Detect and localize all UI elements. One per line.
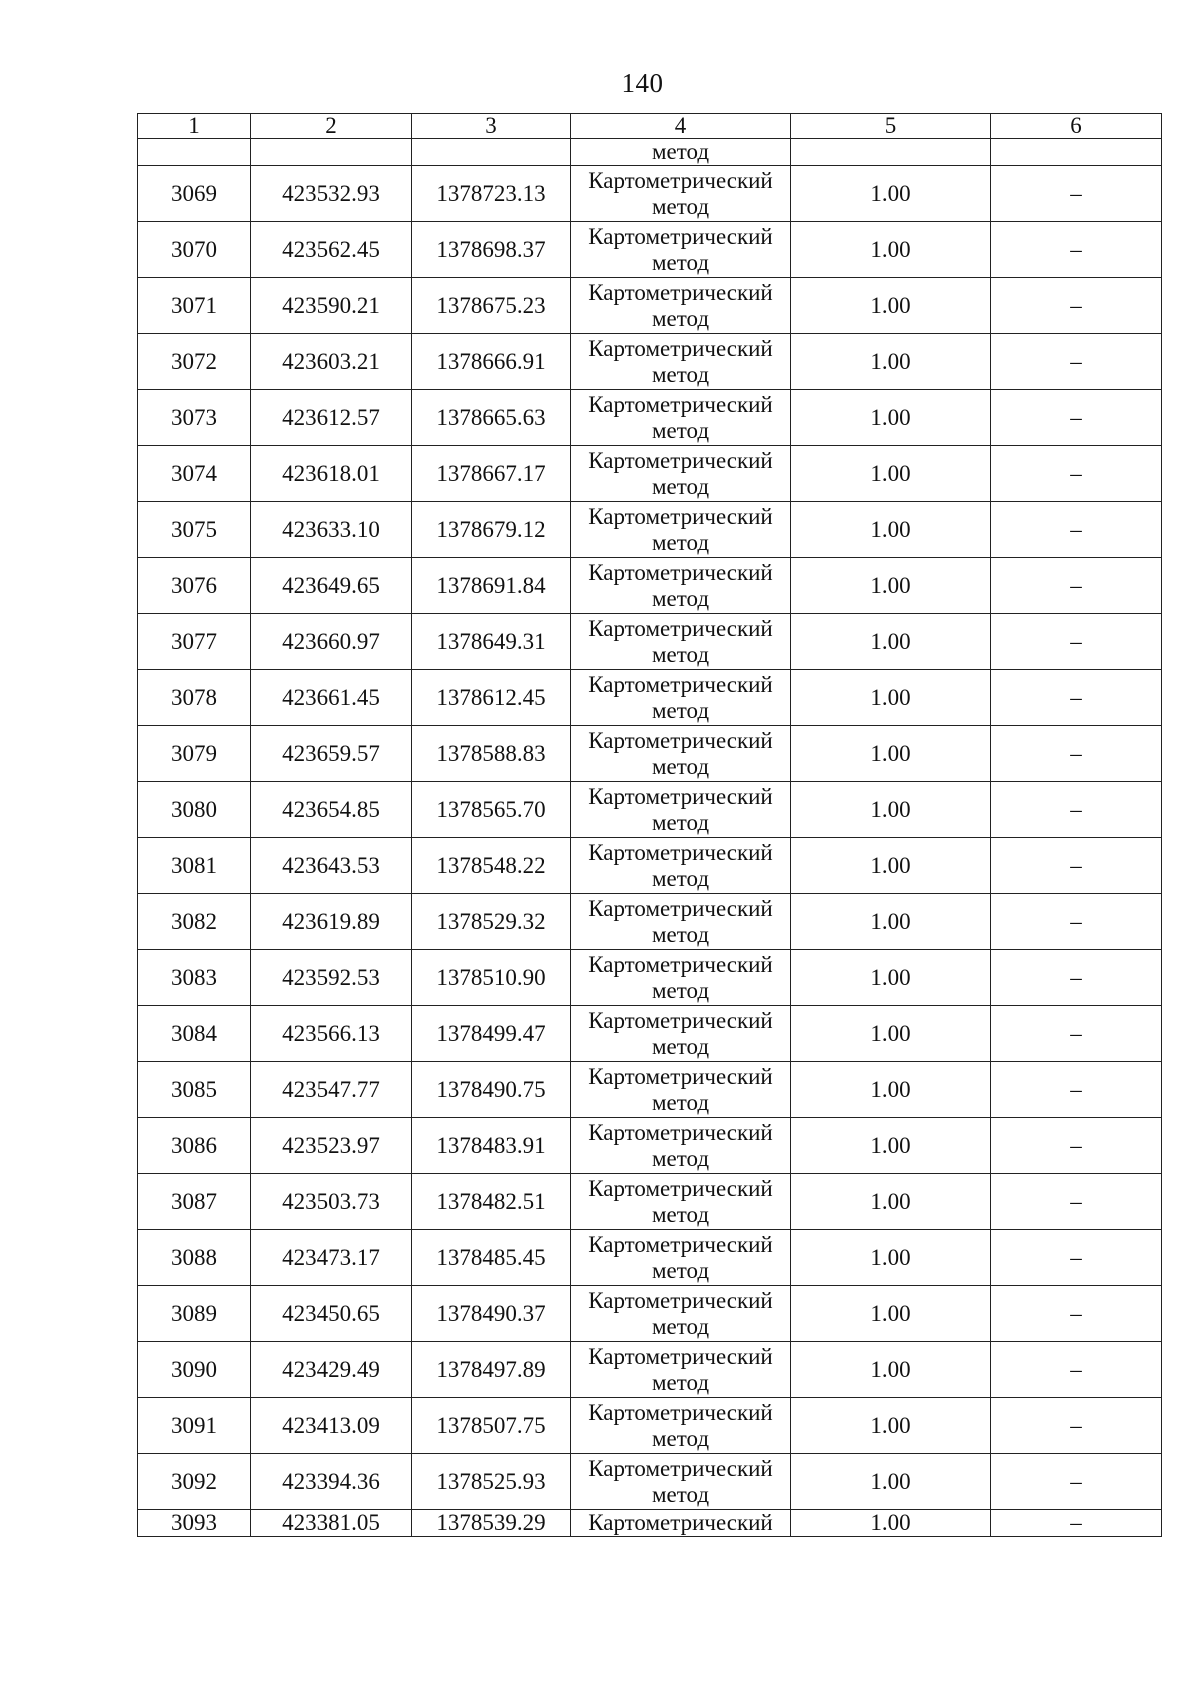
method-cell [571, 446, 791, 502]
table-row [138, 278, 1162, 334]
x-coordinate-cell: 423413.09 [251, 1398, 412, 1454]
method-line-2: метод [651, 473, 710, 499]
y-coordinate-cell: 1378666.91 [412, 334, 571, 390]
method-cell [571, 1398, 791, 1454]
accuracy-cell: 1.00 [791, 1398, 991, 1454]
y-coordinate-cell: 1378588.83 [412, 726, 571, 782]
header-cell-2: 2 [251, 114, 412, 139]
accuracy-cell: 1.00 [791, 1006, 991, 1062]
table-body [138, 114, 1162, 1537]
x-coordinate-cell: 423566.13 [251, 1006, 412, 1062]
table-row [138, 838, 1162, 894]
table-row [138, 1062, 1162, 1118]
method-cell [571, 1118, 791, 1174]
method-line-2: метод [651, 361, 710, 387]
table-row [138, 1006, 1162, 1062]
method-line-2: метод [651, 753, 710, 779]
method-line-1: Картометрический [588, 895, 773, 921]
page-number: 140 [621, 68, 664, 98]
method-cell [571, 558, 791, 614]
accuracy-cell: 1.00 [791, 1230, 991, 1286]
table-row [138, 558, 1162, 614]
continuation-cell-2 [251, 139, 412, 166]
table-row [138, 446, 1162, 502]
method-line-2: метод [651, 1313, 710, 1339]
method-line-2: метод [651, 1145, 710, 1171]
point-number-cell: 3089 [138, 1286, 251, 1342]
method-line-1: Картометрический [588, 167, 773, 193]
header-cell-4: 4 [571, 114, 791, 139]
accuracy-cell: 1.00 [791, 614, 991, 670]
y-coordinate-cell: 1378675.23 [412, 278, 571, 334]
x-coordinate-cell: 423661.45 [251, 670, 412, 726]
table-row [138, 1454, 1162, 1510]
method-line-2: метод [651, 697, 710, 723]
method-line-2: метод [651, 1481, 710, 1507]
accuracy-cell: 1.00 [791, 670, 991, 726]
x-coordinate-cell: 423618.01 [251, 446, 412, 502]
method-line-2: метод [651, 977, 710, 1003]
method-line-1: Картометрический [588, 1231, 773, 1257]
point-number-cell: 3086 [138, 1118, 251, 1174]
point-number-cell: 3083 [138, 950, 251, 1006]
point-number-cell: 3077 [138, 614, 251, 670]
method-line-1: Картометрический [588, 1287, 773, 1313]
header-cell-6: 6 [991, 114, 1162, 139]
note-cell: – [991, 670, 1162, 726]
note-cell: – [991, 614, 1162, 670]
table-row [138, 1398, 1162, 1454]
method-line-1: Картометрический [588, 391, 773, 417]
method-cell [571, 726, 791, 782]
x-coordinate-cell: 423562.45 [251, 222, 412, 278]
accuracy-cell: 1.00 [791, 950, 991, 1006]
method-line-1: Картометрический [588, 727, 773, 753]
note-cell: – [991, 838, 1162, 894]
table-row [138, 334, 1162, 390]
method-cell [571, 1174, 791, 1230]
table-row [138, 1118, 1162, 1174]
accuracy-cell: 1.00 [791, 166, 991, 222]
table-row [138, 614, 1162, 670]
point-number-cell: 3075 [138, 502, 251, 558]
note-cell: – [991, 390, 1162, 446]
point-number-cell: 3087 [138, 1174, 251, 1230]
method-cell [571, 222, 791, 278]
accuracy-cell: 1.00 [791, 1342, 991, 1398]
x-coordinate-cell: 423503.73 [251, 1174, 412, 1230]
x-coordinate-cell: 423654.85 [251, 782, 412, 838]
note-cell: – [991, 1118, 1162, 1174]
method-line-1: Картометрический [588, 503, 773, 529]
x-coordinate-cell: 423547.77 [251, 1062, 412, 1118]
continuation-cell-6 [991, 139, 1162, 166]
accuracy-cell: 1.00 [791, 838, 991, 894]
x-coordinate-cell: 423394.36 [251, 1454, 412, 1510]
table-row [138, 894, 1162, 950]
table-row [138, 726, 1162, 782]
method-cell [571, 1342, 791, 1398]
y-coordinate-cell: 1378507.75 [412, 1398, 571, 1454]
method-cell [571, 1454, 791, 1510]
continuation-cell-1 [138, 139, 251, 166]
method-line-2: метод [651, 193, 710, 219]
method-cell [571, 950, 791, 1006]
x-coordinate-cell: 423612.57 [251, 390, 412, 446]
y-coordinate-cell: 1378499.47 [412, 1006, 571, 1062]
accuracy-cell: 1.00 [791, 1286, 991, 1342]
point-number-cell: 3071 [138, 278, 251, 334]
note-cell: – [991, 558, 1162, 614]
accuracy-cell: 1.00 [791, 1510, 991, 1537]
accuracy-cell: 1.00 [791, 222, 991, 278]
x-coordinate-cell: 423643.53 [251, 838, 412, 894]
x-coordinate-cell: 423649.65 [251, 558, 412, 614]
y-coordinate-cell: 1378665.63 [412, 390, 571, 446]
note-cell: – [991, 334, 1162, 390]
accuracy-cell: 1.00 [791, 278, 991, 334]
y-coordinate-cell: 1378548.22 [412, 838, 571, 894]
header-cell-1: 1 [138, 114, 251, 139]
method-line-2: метод [651, 305, 710, 331]
note-cell: – [991, 1006, 1162, 1062]
continuation-cell-3 [412, 139, 571, 166]
point-number-cell: 3093 [138, 1510, 251, 1537]
method-cell [571, 1006, 791, 1062]
point-number-cell: 3091 [138, 1398, 251, 1454]
y-coordinate-cell: 1378510.90 [412, 950, 571, 1006]
method-cell [571, 334, 791, 390]
method-line-1: Картометрический [588, 1399, 773, 1425]
continuation-method: метод [571, 139, 791, 166]
point-number-cell: 3076 [138, 558, 251, 614]
method-line-1: Картометрический [588, 335, 773, 361]
method-line-1: Картометрический [588, 1119, 773, 1145]
x-coordinate-cell: 423660.97 [251, 614, 412, 670]
accuracy-cell: 1.00 [791, 390, 991, 446]
point-number-cell: 3078 [138, 670, 251, 726]
accuracy-cell: 1.00 [791, 782, 991, 838]
method-cell [571, 390, 791, 446]
note-cell: – [991, 1342, 1162, 1398]
table-row [138, 1286, 1162, 1342]
note-cell: – [991, 166, 1162, 222]
method-line-2: метод [651, 921, 710, 947]
method-line-1: Картометрический [588, 1063, 773, 1089]
method-cell [571, 670, 791, 726]
note-cell: – [991, 278, 1162, 334]
y-coordinate-cell: 1378612.45 [412, 670, 571, 726]
table-row [138, 670, 1162, 726]
method-cell [571, 782, 791, 838]
coordinates-table [137, 113, 1162, 1537]
point-number-cell: 3092 [138, 1454, 251, 1510]
y-coordinate-cell: 1378483.91 [412, 1118, 571, 1174]
y-coordinate-cell: 1378482.51 [412, 1174, 571, 1230]
x-coordinate-cell: 423590.21 [251, 278, 412, 334]
method-cell [571, 894, 791, 950]
method-line-2: метод [651, 809, 710, 835]
method-line-1: Картометрический [588, 1343, 773, 1369]
note-cell: – [991, 1454, 1162, 1510]
x-coordinate-cell: 423429.49 [251, 1342, 412, 1398]
x-coordinate-cell: 423381.05 [251, 1510, 412, 1537]
accuracy-cell: 1.00 [791, 502, 991, 558]
y-coordinate-cell: 1378529.32 [412, 894, 571, 950]
y-coordinate-cell: 1378565.70 [412, 782, 571, 838]
header-cell-5: 5 [791, 114, 991, 139]
table-row [138, 950, 1162, 1006]
y-coordinate-cell: 1378490.75 [412, 1062, 571, 1118]
table-row [138, 1174, 1162, 1230]
x-coordinate-cell: 423633.10 [251, 502, 412, 558]
method-line-1: Картометрический [588, 951, 773, 977]
method-line-1: Картометрический [588, 279, 773, 305]
continuation-cell-5 [791, 139, 991, 166]
y-coordinate-cell: 1378691.84 [412, 558, 571, 614]
header-row [138, 114, 1162, 139]
point-number-cell: 3080 [138, 782, 251, 838]
y-coordinate-cell: 1378679.12 [412, 502, 571, 558]
method-cell [571, 838, 791, 894]
table-row [138, 222, 1162, 278]
table-row [138, 390, 1162, 446]
method-line-1: Картометрический [588, 671, 773, 697]
note-cell: – [991, 502, 1162, 558]
point-number-cell: 3082 [138, 894, 251, 950]
method-cell [571, 166, 791, 222]
x-coordinate-cell: 423450.65 [251, 1286, 412, 1342]
x-coordinate-cell: 423659.57 [251, 726, 412, 782]
method-cell [571, 1062, 791, 1118]
method-cell [571, 614, 791, 670]
note-cell: – [991, 1062, 1162, 1118]
point-number-cell: 3084 [138, 1006, 251, 1062]
method-line-2: метод [651, 585, 710, 611]
method-line-1: Картометрический [588, 1455, 773, 1481]
y-coordinate-cell: 1378723.13 [412, 166, 571, 222]
table-row [138, 502, 1162, 558]
note-cell: – [991, 1398, 1162, 1454]
y-coordinate-cell: 1378490.37 [412, 1286, 571, 1342]
method-cell [571, 1230, 791, 1286]
x-coordinate-cell: 423532.93 [251, 166, 412, 222]
point-number-cell: 3079 [138, 726, 251, 782]
method-line-2: метод [651, 1033, 710, 1059]
note-cell: – [991, 1230, 1162, 1286]
accuracy-cell: 1.00 [791, 1118, 991, 1174]
accuracy-cell: 1.00 [791, 1454, 991, 1510]
method-line-1: Картометрический [588, 223, 773, 249]
x-coordinate-cell: 423473.17 [251, 1230, 412, 1286]
point-number-cell: 3069 [138, 166, 251, 222]
accuracy-cell: 1.00 [791, 446, 991, 502]
accuracy-cell: 1.00 [791, 1174, 991, 1230]
x-coordinate-cell: 423619.89 [251, 894, 412, 950]
method-line-2: метод [651, 865, 710, 891]
method-line-2: метод [651, 1201, 710, 1227]
table-row [138, 166, 1162, 222]
y-coordinate-cell: 1378497.89 [412, 1342, 571, 1398]
method-line-2: метод [651, 1369, 710, 1395]
method-cell [571, 502, 791, 558]
accuracy-cell: 1.00 [791, 726, 991, 782]
table-row [138, 782, 1162, 838]
method-cell [571, 278, 791, 334]
note-cell: – [991, 222, 1162, 278]
note-cell: – [991, 1510, 1162, 1537]
method-line-1: Картометрический [588, 559, 773, 585]
method-line-2: метод [651, 249, 710, 275]
method-line-2: метод [651, 417, 710, 443]
accuracy-cell: 1.00 [791, 334, 991, 390]
accuracy-cell: 1.00 [791, 894, 991, 950]
method-line-1: Картометрический [588, 1175, 773, 1201]
note-cell: – [991, 894, 1162, 950]
note-cell: – [991, 950, 1162, 1006]
y-coordinate-cell: 1378539.29 [412, 1510, 571, 1537]
method-line-2: метод [651, 1257, 710, 1283]
y-coordinate-cell: 1378649.31 [412, 614, 571, 670]
point-number-cell: 3074 [138, 446, 251, 502]
point-number-cell: 3090 [138, 1342, 251, 1398]
method-line-1: Картометрический [588, 839, 773, 865]
method-line-2: метод [651, 1425, 710, 1451]
y-coordinate-cell: 1378698.37 [412, 222, 571, 278]
method-line-1: Картометрический [588, 1007, 773, 1033]
table-row [138, 1230, 1162, 1286]
x-coordinate-cell: 423523.97 [251, 1118, 412, 1174]
table-row-last [138, 1510, 1162, 1537]
point-number-cell: 3085 [138, 1062, 251, 1118]
point-number-cell: 3088 [138, 1230, 251, 1286]
continuation-row [138, 139, 1162, 166]
point-number-cell: 3070 [138, 222, 251, 278]
x-coordinate-cell: 423592.53 [251, 950, 412, 1006]
point-number-cell: 3072 [138, 334, 251, 390]
y-coordinate-cell: 1378525.93 [412, 1454, 571, 1510]
x-coordinate-cell: 423603.21 [251, 334, 412, 390]
header-cell-3: 3 [412, 114, 571, 139]
point-number-cell: 3073 [138, 390, 251, 446]
y-coordinate-cell: 1378485.45 [412, 1230, 571, 1286]
method-line-2: метод [651, 641, 710, 667]
note-cell: – [991, 782, 1162, 838]
note-cell: – [991, 446, 1162, 502]
point-number-cell: 3081 [138, 838, 251, 894]
method-cell [571, 1286, 791, 1342]
method-line-2: метод [651, 1089, 710, 1115]
note-cell: – [991, 726, 1162, 782]
accuracy-cell: 1.00 [791, 558, 991, 614]
method-cell: Картометрический [571, 1510, 791, 1537]
y-coordinate-cell: 1378667.17 [412, 446, 571, 502]
method-line-1: Картометрический [588, 615, 773, 641]
table-row [138, 1342, 1162, 1398]
note-cell: – [991, 1286, 1162, 1342]
note-cell: – [991, 1174, 1162, 1230]
method-line-1: Картометрический [588, 783, 773, 809]
method-line-2: метод [651, 529, 710, 555]
accuracy-cell: 1.00 [791, 1062, 991, 1118]
method-line-1: Картометрический [588, 447, 773, 473]
